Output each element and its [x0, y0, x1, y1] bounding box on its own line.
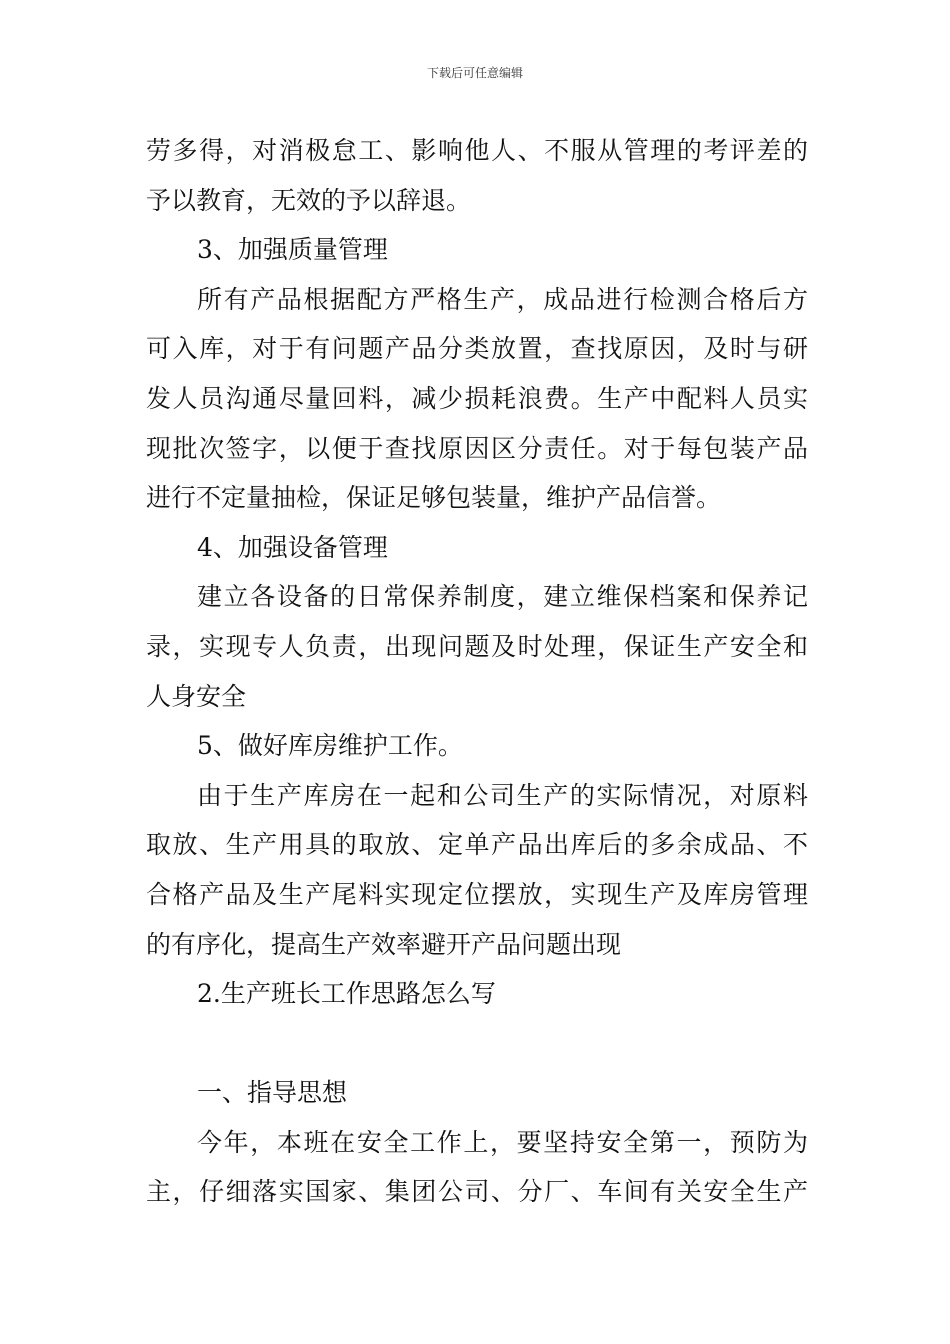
text-line: 可入库，对于有问题产品分类放置，查找原因，及时与研: [146, 334, 808, 364]
text-line: 建立各设备的日常保养制度，建立维保档案和保养记: [197, 582, 808, 612]
text-line: 取放、生产用具的取放、定单产品出库后的多余成品、不: [146, 830, 808, 860]
text-line: 的有序化，提高生产效率避开产品问题出现: [146, 929, 622, 959]
text-line: 今年，本班在安全工作上，要坚持安全第一，预防为: [197, 1127, 808, 1157]
text-line: 主，仔细落实国家、集团公司、分厂、车间有关安全生产: [146, 1177, 808, 1207]
text-line: 人身安全: [146, 681, 247, 711]
text-line: 所有产品根据配方严格生产，成品进行检测合格后方: [197, 284, 808, 314]
blank-line: [146, 1019, 808, 1069]
text-line: 发人员沟通尽量回料，减少损耗浪费。生产中配料人员实: [146, 383, 808, 413]
text-line: 4、加强设备管理: [197, 532, 388, 562]
document-body: [146, 126, 808, 1217]
text-line: 由于生产库房在一起和公司生产的实际情况，对原料: [197, 780, 808, 810]
text-line: 5、做好库房维护工作。: [197, 731, 463, 761]
text-line: 现批次签字，以便于查找原因区分责任。对于每包装产品: [146, 433, 808, 463]
text-line: 劳多得，对消极怠工、影响他人、不服从管理的考评差的: [146, 136, 808, 165]
text-line: 予以教育，无效的予以辞退。: [146, 185, 472, 215]
text-line: 2.生产班长工作思路怎么写: [197, 979, 496, 1009]
page-header: 下载后可任意编辑: [426, 66, 523, 80]
text-line: 合格产品及生产尾料实现定位摆放，实现生产及库房管理: [146, 879, 808, 909]
text-line: 3、加强质量管理: [197, 235, 388, 265]
text-line: 进行不定量抽检，保证足够包装量，维护产品信誉。: [146, 483, 722, 513]
text-line: 录，实现专人负责，出现问题及时处理，保证生产安全和: [146, 631, 808, 661]
text-line: 一、指导思想: [197, 1078, 348, 1108]
